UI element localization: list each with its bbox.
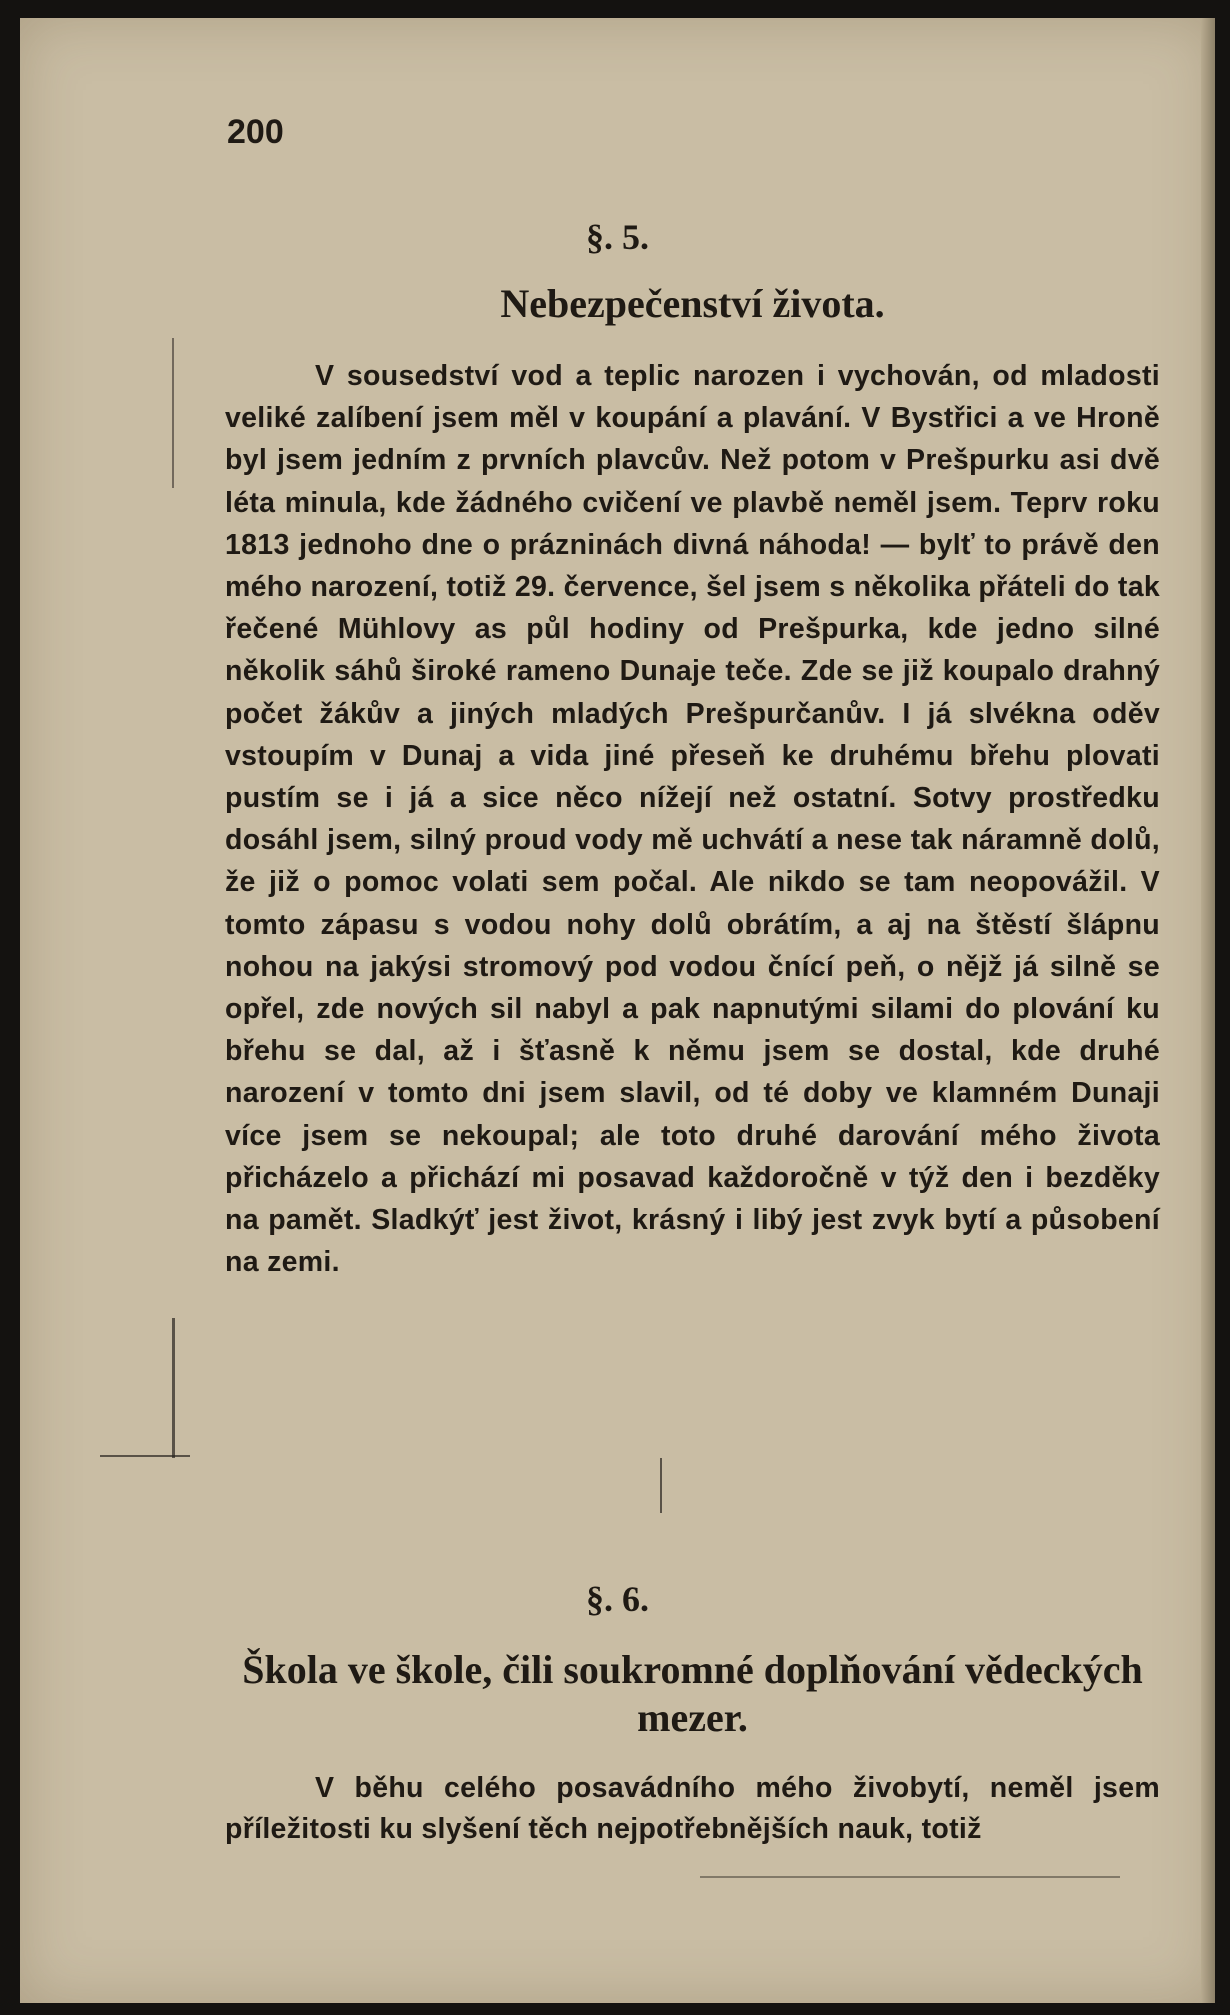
page-number: 200 [227,113,284,151]
text-bracket-mark [660,1458,662,1513]
margin-bracket-bottom [172,1318,175,1458]
section-6-body [225,1768,1160,1850]
margin-pencil-line [100,1455,190,1457]
section-6-paragraph: V běhu celého posavádního mého živobytí, neměl jsem příležitosti ku slyšení těch nejpotřebnějších nauk, totiž [225,1772,1160,1845]
book-page [20,18,1215,2003]
margin-bracket-top [172,338,174,488]
page-edge [1201,18,1215,2003]
section-5-title: Nebezpečenství života. [500,281,885,326]
section-6-mark: §. 6. [586,1579,649,1619]
underline-mark [700,1876,1120,1878]
section-5-paragraph: V sousedství vod a teplic narozen i vychován, od mladosti veliké zalíbení jsem měl v koupání a plavání. V Bystřici a ve Hroně byl jsem jedním z prvních plavcův. Než potom v Prešpurku asi dvě léta minula, kde žádného cvičení ve plavbě neměl jsem. Teprv roku 1813 jednoho dne o prázninách divná náhoda! — bylť to právě den mého narození, totiž 29. července, šel jsem s několika přáteli do tak řečené Mühlovy as půl hodiny od Prešpurka, kde jedno silné několik sáhů široké rameno Dunaje teče. Zde se již koupalo drahný počet žákův a jiných mladých Prešpurčanův. I já slvékna oděv vstoupím v Dunaj a vida jiné přeseň ke druhému břehu plovati pustím se i já a sice něco nížejí než ostatní. Sotvy prostředku dosáhl jsem, silný proud vody mě uchvátí a nese tak náramně dolů, že již o pomoc volati sem počal. Ale nikdo se tam neopovážil. V tomto zápasu s vodou nohy dolů obrátím, a aj na štěstí šlápnu nohou na jakýsi stromový pod vodou čnící peň, o nějž já silně se opřel, zde nových sil nabyl a pak napnutými silami do plování ku břehu se dal, až i šťasně k němu jsem se dostal, kde druhé narození v tomto dni jsem slavil, od té doby ve klamném Dunaji více jsem se nekoupal; ale toto druhé darování mého života přicházelo a přichází mi posavad každoročně v týž den i bezděky na pamět. Sladkýť jest život, krásný i libý jest zvyk bytí a působení na zemi. [225,360,1160,1279]
section-6-title: Škola ve škole, čili soukromné doplňování vědeckých mezer. [242,1647,1143,1740]
section-5-body [225,355,1160,1283]
section-5-mark: §. 5. [586,217,649,257]
